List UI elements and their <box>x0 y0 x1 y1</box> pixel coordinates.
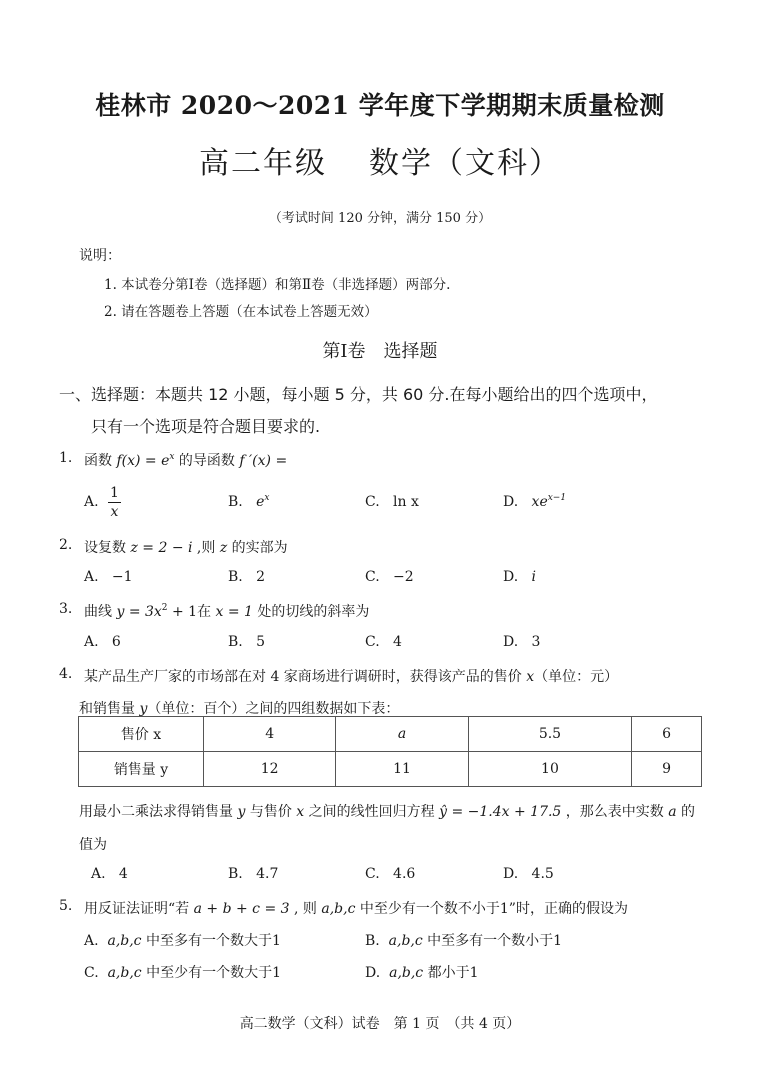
subject-label: 数学（文科） <box>369 146 561 181</box>
question-4-stem-end: 值为 <box>79 837 107 853</box>
note-item: 1. 本试卷分第Ⅰ卷（选择题）和第Ⅱ卷（非选择题）两部分. <box>104 277 451 293</box>
q3-option-d: D. 3 <box>503 634 541 650</box>
q1-option-c: C. ln x <box>365 494 419 510</box>
question-4-number: 4. <box>59 666 73 682</box>
question-4-regression: 用最小二乘法求得销售量 y 与售价 x 之间的线性回归方程 ŷ = −1.4x + 17.5 ，那么表中实数 a 的 <box>79 804 696 820</box>
q5-option-a: A. a,b,c 中至多有一个数大于1 <box>84 933 281 949</box>
row-header-sales: 销售量 y <box>79 752 204 787</box>
question-3-number: 3. <box>59 601 73 617</box>
part1-instructions-cont: 只有一个选项是符合题目要求的. <box>91 417 321 436</box>
part1-instructions: 一、选择题：本题共 12 小题，每小题 5 分，共 60 分.在每小题给出的四个选项中， <box>59 385 658 404</box>
q3-option-c: C. 4 <box>365 634 402 650</box>
notes-heading: 说明： <box>79 248 121 264</box>
q4-option-d: D. 4.5 <box>503 866 554 882</box>
q3-option-b: B. 5 <box>228 634 266 650</box>
table-cell: 5.5 <box>468 717 632 752</box>
question-4-stem: 某产品生产厂家的市场部在对 4 家商场进行调研时，获得该产品的售价 x（单位：元） <box>84 669 619 685</box>
exam-subtitle <box>0 138 760 182</box>
question-1-stem: 函数 $f(x) = e^x$ 的导函数 f ′(x) = <box>84 452 288 469</box>
q3-option-a: A. 6 <box>84 634 121 650</box>
question-5-number: 5. <box>59 898 73 914</box>
q2-option-a: A. −1 <box>84 569 133 585</box>
q2-option-c: C. −2 <box>365 569 414 585</box>
question-1-number: 1. <box>59 450 73 466</box>
q4-option-b: B. 4.7 <box>228 866 279 882</box>
price-sales-table <box>78 716 702 787</box>
table-cell: 10 <box>468 752 632 787</box>
q5-option-b: B. a,b,c 中至多有一个数小于1 <box>365 933 563 949</box>
question-5-stem: 用反证法证明“若 a + b + c = 3 , 则 a,b,c 中至少有一个数不小于1”时，正确的假设为 <box>84 901 628 917</box>
row-header-price: 售价 x <box>79 717 204 752</box>
question-2-stem: 设复数 z = 2 − i ,则 z 的实部为 <box>84 540 288 556</box>
table-row <box>79 717 702 752</box>
question-2-number: 2. <box>59 537 73 553</box>
section-title: 第Ⅰ卷 选择题 <box>322 341 438 362</box>
page-footer: 高二数学（文科）试卷 第 1 页 （共 4 页） <box>239 1016 521 1032</box>
q4-option-a: A. 4 <box>91 866 128 882</box>
note-item: 2. 请在答题卷上答题（在本试卷上答题无效） <box>104 304 378 320</box>
table-cell: 12 <box>204 752 336 787</box>
exam-title: 桂林市 2020～2021 学年度下学期期末质量检测 <box>95 91 665 120</box>
q1-option-d: D. $xe^{x-1}$ <box>503 493 567 510</box>
q1-option-a: $\frac{1}{x}$ <box>110 485 119 520</box>
table-cell: 9 <box>632 752 702 787</box>
q1-option-a-label: A. <box>84 494 99 510</box>
q5-option-c: C. a,b,c 中至少有一个数大于1 <box>84 965 281 981</box>
question-3-stem: 曲线 $y = 3x^2 + 1$在 x = 1 处的切线的斜率为 <box>84 603 370 620</box>
q5-option-d: D. a,b,c 都小于1 <box>365 965 479 981</box>
q2-option-d: D. i <box>503 569 537 585</box>
question-4-stem-cont: 和销售量 y（单位：百个）之间的四组数据如下表： <box>79 701 400 717</box>
time-info: （考试时间 120 分钟，满分 150 分） <box>268 211 492 226</box>
table-row <box>79 752 702 787</box>
table-cell: 11 <box>336 752 468 787</box>
q2-option-b: B. 2 <box>228 569 266 585</box>
table-cell: 4 <box>204 717 336 752</box>
grade-label: 高二年级 <box>199 146 327 181</box>
q4-option-c: C. 4.6 <box>365 866 416 882</box>
table-cell: a <box>336 717 468 752</box>
table-cell: 6 <box>632 717 702 752</box>
q1-option-b: B. $e^x$ <box>228 493 270 510</box>
